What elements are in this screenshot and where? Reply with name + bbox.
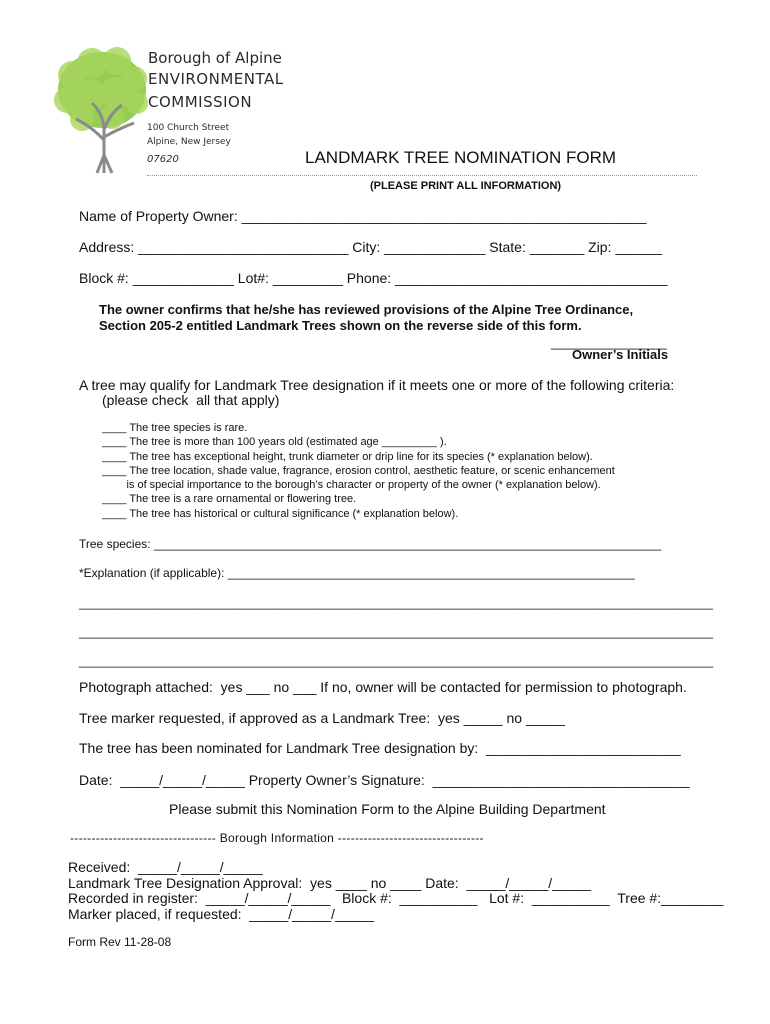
- tree-logo: [52, 45, 152, 175]
- criteria-item[interactable]: ____ The tree is a rare ornamental or flowering tree.: [102, 493, 357, 505]
- owners-initials-field[interactable]: ________________: [551, 335, 667, 350]
- submit-instruction: Please submit this Nomination Form to the Alpine Building Department: [169, 801, 606, 817]
- owners-initials-label: Owner’s Initials: [572, 347, 669, 362]
- owner-address-field[interactable]: Address: ___________________________ City: _____________ State: _______ Zip: ______: [79, 239, 663, 255]
- form-revision: Form Rev 11-28-08: [68, 935, 172, 949]
- photograph-field[interactable]: Photograph attached: yes ___ no ___ If no, owner will be contacted for permission to photograph.: [79, 679, 687, 695]
- org-address-zip: 07620: [147, 154, 179, 165]
- print-note: (PLEASE PRINT ALL INFORMATION): [370, 180, 562, 192]
- owner-name-field[interactable]: Name of Property Owner: ____________________________________________________: [79, 208, 647, 224]
- received-field[interactable]: Received: _____/_____/_____: [68, 859, 263, 875]
- owner-block-lot-phone-field[interactable]: Block #: _____________ Lot#: _________ Phone: ___________________________________: [79, 270, 668, 286]
- recorded-register-field[interactable]: Recorded in register: _____/_____/_____ Block #: __________ Lot #: __________ Tree #:________: [68, 890, 724, 906]
- date-signature-field[interactable]: Date: _____/_____/_____ Property Owner’s Signature: _________________________________: [79, 772, 690, 788]
- criteria-item[interactable]: ____ The tree species is rare.: [102, 422, 248, 434]
- tree-marker-field[interactable]: Tree marker requested, if approved as a Landmark Tree: yes _____ no _____: [79, 710, 565, 726]
- criteria-intro: A tree may qualify for Landmark Tree designation if it meets one or more of the following criteria:: [79, 377, 675, 393]
- nominated-by-field[interactable]: The tree has been nominated for Landmark Tree designation by: _________________________: [79, 740, 681, 756]
- explanation-blank-line[interactable]: _______________________________________________________________________________________________: [79, 596, 714, 610]
- ordinance-confirm-line2: Section 205-2 entitled Landmark Trees shown on the reverse side of this form.: [99, 318, 582, 333]
- criteria-instruction: (please check all that apply): [102, 392, 280, 408]
- explanation-blank-line[interactable]: _______________________________________________________________________________________________: [79, 625, 714, 639]
- ordinance-confirm-line1: The owner confirms that he/she has reviewed provisions of the Alpine Tree Ordinance,: [99, 302, 634, 317]
- designation-approval-field[interactable]: Landmark Tree Designation Approval: yes ____ no ____ Date: _____/_____/_____: [68, 875, 592, 891]
- borough-info-divider: ---------------------------------- Borough Information ----------------------------------: [70, 831, 484, 845]
- marker-placed-field[interactable]: Marker placed, if requested: _____/_____/_____: [68, 906, 374, 922]
- criteria-item[interactable]: ____ The tree is more than 100 years old (estimated age _________ ).: [102, 436, 447, 448]
- org-address-city: Alpine, New Jersey: [147, 137, 231, 147]
- explanation-field[interactable]: *Explanation (if applicable): _____________________________________________________________: [79, 566, 635, 580]
- org-address-street: 100 Church Street: [147, 123, 230, 133]
- org-name-line3: COMMISSION: [148, 93, 253, 111]
- criteria-item[interactable]: ____ The tree has exceptional height, trunk diameter or drip line for its species (* explanation below).: [102, 451, 593, 463]
- org-name-line1: Borough of Alpine: [148, 49, 282, 67]
- form-title: LANDMARK TREE NOMINATION FORM: [305, 148, 617, 167]
- org-name-line2: ENVIRONMENTAL: [148, 70, 284, 88]
- explanation-blank-line[interactable]: _______________________________________________________________________________________________: [79, 654, 714, 668]
- criteria-item[interactable]: ____ The tree has historical or cultural significance (* explanation below).: [102, 508, 459, 520]
- tree-species-field[interactable]: Tree species: ____________________________________________________________________________: [79, 537, 662, 551]
- criteria-item-continued: is of special importance to the borough’s character or property of the owner (* explanation below).: [102, 479, 601, 491]
- header-divider: [147, 175, 697, 176]
- criteria-item[interactable]: ____ The tree location, shade value, fragrance, erosion control, aesthetic feature, or scenic enhancement: [102, 465, 615, 477]
